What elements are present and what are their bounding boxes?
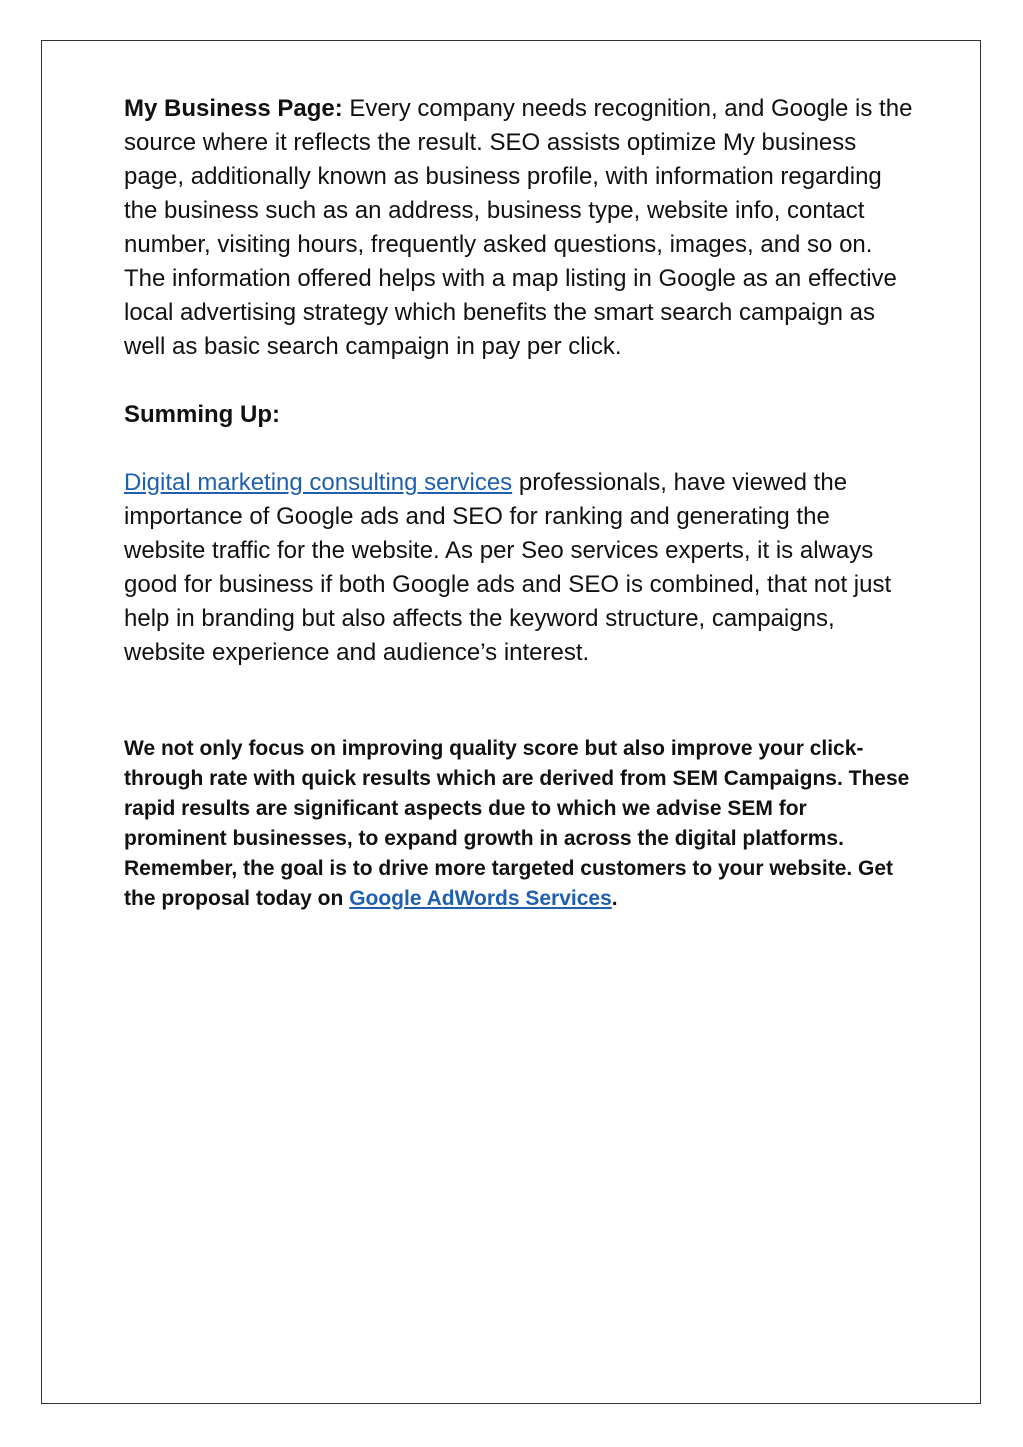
summing-up-paragraph <box>124 466 914 670</box>
google-adwords-services-link[interactable]: Google AdWords Services <box>349 887 612 910</box>
summing-up-heading: Summing Up: <box>124 401 280 428</box>
my-business-page-label: My Business Page: <box>124 95 343 122</box>
closing-text: We not only focus on improving quality score but also improve your click-through rate with quick results which are derived from SEM Campaigns. These rapid results are significant aspects due to which we advise SEM for prominent businesses, to expand growth in across the digital platforms. Remember, the goal is to drive more targeted customers to your website. Get the proposal today on <box>124 737 910 910</box>
closing-paragraph <box>124 734 914 914</box>
document-body <box>124 92 914 914</box>
my-business-page-text: Every company needs recognition, and Google is the source where it reflects the result. SEO assists optimize My business page, additionally known as business profile, with information regarding the business such as an address, business type, website info, contact number, visiting hours, frequently asked questions, images, and so on. The information offered helps with a map listing in Google as an effective local advertising strategy which benefits the smart search campaign as well as basic search campaign in pay per click. <box>124 95 913 360</box>
digital-marketing-consulting-link[interactable]: Digital marketing consulting services <box>124 469 513 496</box>
closing-period: . <box>611 887 618 910</box>
summing-up-text: professionals, have viewed the importance of Google ads and SEO for ranking and generating the website traffic for the website. As per Seo services experts, it is always good for business if both Google ads and SEO is combined, that not just help in branding but also affects the keyword structure, campaigns, website experience and audience’s interest. <box>124 469 892 666</box>
my-business-page-paragraph <box>124 92 914 364</box>
